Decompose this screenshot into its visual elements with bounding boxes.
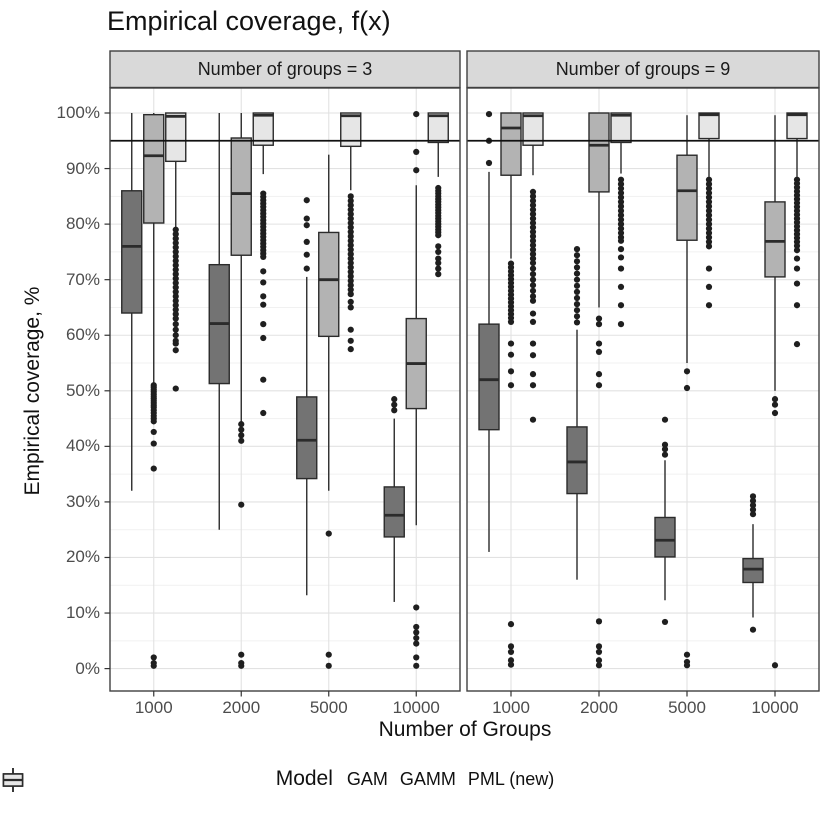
- facet-strip-label-right: Number of groups = 9: [555, 59, 731, 79]
- chart-title: Empirical coverage, f(x): [107, 6, 391, 36]
- x-tick-label: 2000: [580, 698, 618, 717]
- outlier-dot: [574, 301, 580, 307]
- box-gam: [122, 191, 142, 313]
- legend-item-label: GAM: [346, 768, 388, 789]
- x-axis-title: Number of Groups: [378, 718, 552, 741]
- outlier-dot: [508, 662, 514, 668]
- outlier-dot: [238, 502, 244, 508]
- outlier-dot: [304, 239, 310, 245]
- box-gamm: [144, 115, 164, 223]
- outlier-dot: [596, 371, 602, 377]
- outlier-dot: [574, 313, 580, 319]
- outlier-dot: [662, 619, 668, 625]
- outlier-dot: [618, 265, 624, 271]
- outlier-dot: [684, 662, 690, 668]
- outlier-dot: [348, 291, 354, 297]
- outlier-dot: [574, 277, 580, 283]
- outlier-dot: [508, 340, 514, 346]
- outlier-dot: [794, 255, 800, 261]
- outlier-dot: [173, 385, 179, 391]
- outlier-dot: [173, 332, 179, 338]
- outlier-dot: [618, 284, 624, 290]
- outlier-dot: [326, 652, 332, 658]
- y-tick-label: 10%: [65, 603, 100, 623]
- outlier-dot: [508, 368, 514, 374]
- outlier-dot: [348, 304, 354, 310]
- outlier-dot: [260, 279, 266, 285]
- outlier-dot: [574, 319, 580, 325]
- outlier-dot: [173, 340, 179, 346]
- outlier-dot: [574, 295, 580, 301]
- box-pml: [166, 113, 186, 161]
- outlier-dot: [618, 238, 624, 244]
- y-tick-label: 50%: [65, 380, 100, 400]
- x-tick-label: 2000: [222, 698, 261, 717]
- y-tick-label: 80%: [65, 214, 100, 234]
- box-gam: [384, 487, 404, 537]
- outlier-dot: [574, 258, 580, 264]
- outlier-dot: [326, 663, 332, 669]
- legend-item-label: PML (new): [467, 768, 555, 789]
- outlier-dot: [435, 249, 441, 255]
- outlier-dot: [772, 402, 778, 408]
- outlier-dot: [530, 371, 536, 377]
- outlier-dot: [596, 315, 602, 321]
- outlier-dot: [618, 246, 624, 252]
- outlier-dot: [508, 621, 514, 627]
- outlier-dot: [238, 663, 244, 669]
- outlier-dot: [260, 268, 266, 274]
- outlier-dot: [618, 254, 624, 260]
- outlier-dot: [794, 302, 800, 308]
- outlier-dot: [391, 402, 397, 408]
- outlier-dot: [574, 264, 580, 270]
- x-tick-label: 1000: [134, 698, 173, 717]
- outlier-dot: [435, 260, 441, 266]
- outlier-dot: [794, 265, 800, 271]
- outlier-dot: [413, 654, 419, 660]
- outlier-dot: [794, 280, 800, 286]
- outlier-dot: [662, 452, 668, 458]
- legend-item-gamm: [400, 769, 456, 790]
- x-tick-label: 5000: [668, 698, 706, 717]
- outlier-dot: [326, 530, 332, 536]
- outlier-dot: [530, 319, 536, 325]
- outlier-dot: [794, 247, 800, 253]
- outlier-dot: [662, 446, 668, 452]
- outlier-dot: [618, 321, 624, 327]
- legend: [0, 767, 830, 791]
- box-pml: [428, 113, 448, 142]
- outlier-dot: [662, 417, 668, 423]
- outlier-dot: [530, 288, 536, 294]
- outlier-dot: [530, 277, 536, 283]
- outlier-dot: [260, 293, 266, 299]
- outlier-dot: [574, 246, 580, 252]
- outlier-dot: [706, 265, 712, 271]
- outlier-dot: [706, 284, 712, 290]
- outlier-dot: [684, 652, 690, 658]
- legend-item-gam: [347, 769, 388, 790]
- outlier-dot: [574, 252, 580, 258]
- outlier-dot: [596, 382, 602, 388]
- box-gam: [567, 427, 587, 494]
- y-tick-label: 90%: [65, 158, 100, 178]
- outlier-dot: [260, 410, 266, 416]
- outlier-dot: [348, 327, 354, 333]
- outlier-dot: [173, 327, 179, 333]
- outlier-dot: [574, 270, 580, 276]
- outlier-dot: [260, 254, 266, 260]
- x-tick-label: 10000: [751, 698, 799, 717]
- y-tick-label: 70%: [65, 269, 100, 289]
- outlier-dot: [772, 662, 778, 668]
- outlier-dot: [238, 427, 244, 433]
- outlier-dot: [151, 654, 157, 660]
- outlier-dot: [508, 382, 514, 388]
- outlier-dot: [238, 421, 244, 427]
- outlier-dot: [304, 222, 310, 228]
- outlier-dot: [508, 352, 514, 358]
- outlier-dot: [684, 385, 690, 391]
- outlier-dot: [238, 438, 244, 444]
- outlier-dot: [750, 627, 756, 633]
- y-tick-label: 100%: [56, 103, 100, 122]
- outlier-dot: [413, 604, 419, 610]
- outlier-dot: [794, 341, 800, 347]
- outlier-dot: [151, 429, 157, 435]
- outlier-dot: [238, 432, 244, 438]
- outlier-dot: [508, 649, 514, 655]
- outlier-dot: [173, 347, 179, 353]
- outlier-dot: [304, 197, 310, 203]
- outlier-dot: [530, 340, 536, 346]
- outlier-dot: [435, 271, 441, 277]
- outlier-dot: [530, 310, 536, 316]
- outlier-dot: [508, 643, 514, 649]
- box-gam: [297, 397, 317, 479]
- box-pml: [787, 113, 807, 139]
- box-gam: [655, 517, 675, 556]
- y-tick-label: 40%: [65, 436, 100, 456]
- y-tick-label: 20%: [65, 547, 100, 567]
- outlier-dot: [413, 111, 419, 117]
- outlier-dot: [435, 243, 441, 249]
- outlier-dot: [413, 149, 419, 155]
- outlier-dot: [304, 265, 310, 271]
- outlier-dot: [530, 382, 536, 388]
- outlier-dot: [348, 346, 354, 352]
- box-gamm: [765, 202, 785, 277]
- outlier-dot: [530, 282, 536, 288]
- outlier-dot: [574, 289, 580, 295]
- outlier-dot: [530, 417, 536, 423]
- outlier-dot: [596, 662, 602, 668]
- box-gamm: [231, 138, 251, 255]
- outlier-dot: [413, 167, 419, 173]
- outlier-dot: [413, 640, 419, 646]
- outlier-dot: [391, 407, 397, 413]
- outlier-dot: [348, 338, 354, 344]
- outlier-dot: [530, 352, 536, 358]
- outlier-dot: [596, 649, 602, 655]
- outlier-dot: [304, 215, 310, 221]
- outlier-dot: [173, 321, 179, 327]
- panel-background: [467, 88, 819, 691]
- outlier-dot: [260, 321, 266, 327]
- outlier-dot: [772, 396, 778, 402]
- outlier-dot: [413, 629, 419, 635]
- box-gamm: [501, 113, 521, 175]
- boxplot-key-icon: [0, 767, 26, 793]
- outlier-dot: [596, 349, 602, 355]
- outlier-dot: [530, 260, 536, 266]
- outlier-dot: [260, 335, 266, 341]
- outlier-dot: [151, 663, 157, 669]
- legend-title: Model: [275, 767, 333, 790]
- box-pml: [611, 113, 631, 142]
- legend-item-pml: [468, 769, 554, 790]
- box-gamm: [677, 155, 697, 240]
- outlier-dot: [486, 111, 492, 117]
- outlier-dot: [618, 302, 624, 308]
- outlier-dot: [530, 265, 536, 271]
- outlier-dot: [413, 635, 419, 641]
- facet-strip-label-left: Number of groups = 3: [197, 59, 373, 79]
- outlier-dot: [486, 160, 492, 166]
- outlier-dot: [435, 265, 441, 271]
- outlier-dot: [413, 663, 419, 669]
- outlier-dot: [260, 377, 266, 383]
- outlier-dot: [173, 315, 179, 321]
- y-tick-label: 60%: [65, 325, 100, 345]
- outlier-dot: [391, 396, 397, 402]
- outlier-dot: [574, 283, 580, 289]
- outlier-dot: [750, 511, 756, 517]
- outlier-dot: [596, 340, 602, 346]
- y-tick-label: 30%: [65, 491, 100, 511]
- outlier-dot: [413, 624, 419, 630]
- box-gamm: [589, 113, 609, 192]
- outlier-dot: [684, 368, 690, 374]
- box-pml: [699, 113, 719, 139]
- outlier-dot: [596, 643, 602, 649]
- y-tick-label: 0%: [75, 658, 100, 678]
- x-tick-label: 10000: [392, 698, 440, 717]
- outlier-dot: [574, 307, 580, 313]
- outlier-dot: [596, 321, 602, 327]
- outlier-dot: [260, 302, 266, 308]
- x-tick-label: 5000: [309, 698, 348, 717]
- outlier-dot: [304, 252, 310, 258]
- outlier-dot: [348, 299, 354, 305]
- outlier-dot: [706, 243, 712, 249]
- y-axis-title: Empirical coverage, %: [21, 286, 44, 496]
- legend-item-label: GAMM: [399, 768, 456, 789]
- outlier-dot: [706, 302, 712, 308]
- outlier-dot: [151, 440, 157, 446]
- outlier-dot: [151, 418, 157, 424]
- outlier-dot: [596, 618, 602, 624]
- x-tick-label: 1000: [492, 698, 530, 717]
- outlier-dot: [530, 298, 536, 304]
- box-gam: [479, 324, 499, 430]
- outlier-dot: [435, 232, 441, 238]
- box-gamm: [319, 232, 339, 336]
- outlier-dot: [508, 319, 514, 325]
- outlier-dot: [530, 271, 536, 277]
- outlier-dot: [151, 465, 157, 471]
- outlier-dot: [772, 410, 778, 416]
- outlier-dot: [238, 652, 244, 658]
